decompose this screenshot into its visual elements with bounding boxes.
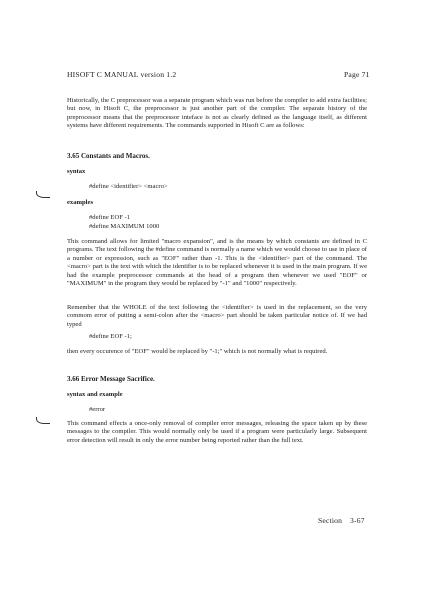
syntax-code: #define <identifier> <macro> (89, 183, 168, 190)
remember-paragraph (67, 304, 367, 329)
define-paragraph-text: This command allows for limited "macro expansion", and is the means by which constants are defined in C programs. The text following the #define command is normally a name which we would choose to use in place of a number or expression, such as "EOF" rather than -1. This is the <identifier> part of the command. The <macro> part is the text with which the identifier is to be replaced whenever it is used in the main program. If we had the example preprocessor commands at the head of a program then whenever we used "EOF" or "MAXIMUM" in the program they would be replaced by "-1" and "1000" respectively. (67, 238, 367, 288)
occurrence-paragraph-text: then every occurence of "EOF" would be replaced by "-1;" which is not normally what is required. (67, 348, 328, 355)
error-paragraph-text: This command effects a once-only removal of compiler error messages, releasing the space taken up by these messages to the compiler. This would normally only be used if a program were particularly large. Subsequent error detection will result in only the error number being reported rather than the full text. (67, 420, 367, 444)
typed-code: #define EOF -1; (89, 333, 132, 340)
intro-paragraph (67, 97, 367, 131)
margin-mark (36, 417, 50, 424)
footer-section-label: Section (318, 516, 343, 525)
occurrence-paragraph (67, 348, 367, 356)
example-line-1: #define EOF -1 (89, 214, 131, 221)
error-code: #error (89, 406, 106, 413)
margin-mark (36, 191, 50, 198)
intro-text: Historically, the C preprocessor was a separate program which was run before the compiler to add extra facilities; but now, in Hisoft C, the preprocessor is just another part of the compiler. The separate history of the preprocessor means that the preprocessor inteface is not as clearly defined as the language itself, as different systems have different requirements. The commands supported in Hisoft C are as follows: (67, 97, 367, 130)
section-heading-3-66: 3.66 Error Message Sacrifice. (67, 375, 155, 383)
manual-title: HISOFT C MANUAL version 1.2 (67, 70, 177, 79)
footer-section-number: 3-67 (350, 516, 365, 525)
syntax-example-label: syntax and example (67, 391, 123, 398)
define-paragraph (67, 238, 367, 288)
examples-label: examples (67, 199, 94, 206)
page-number: Page 71 (344, 70, 370, 79)
error-paragraph (67, 420, 367, 445)
syntax-label: syntax (67, 168, 86, 175)
section-heading-3-65: 3.65 Constants and Macros. (67, 152, 150, 160)
remember-paragraph-text: Remember that the WHOLE of the text following the <identifier> is used in the replacement, so the very commom error of putting a semi-colon after the <macro> part should be taken particular notice of. If we had typed (67, 304, 367, 328)
example-line-2: #define MAXIMUM 1000 (89, 223, 160, 230)
